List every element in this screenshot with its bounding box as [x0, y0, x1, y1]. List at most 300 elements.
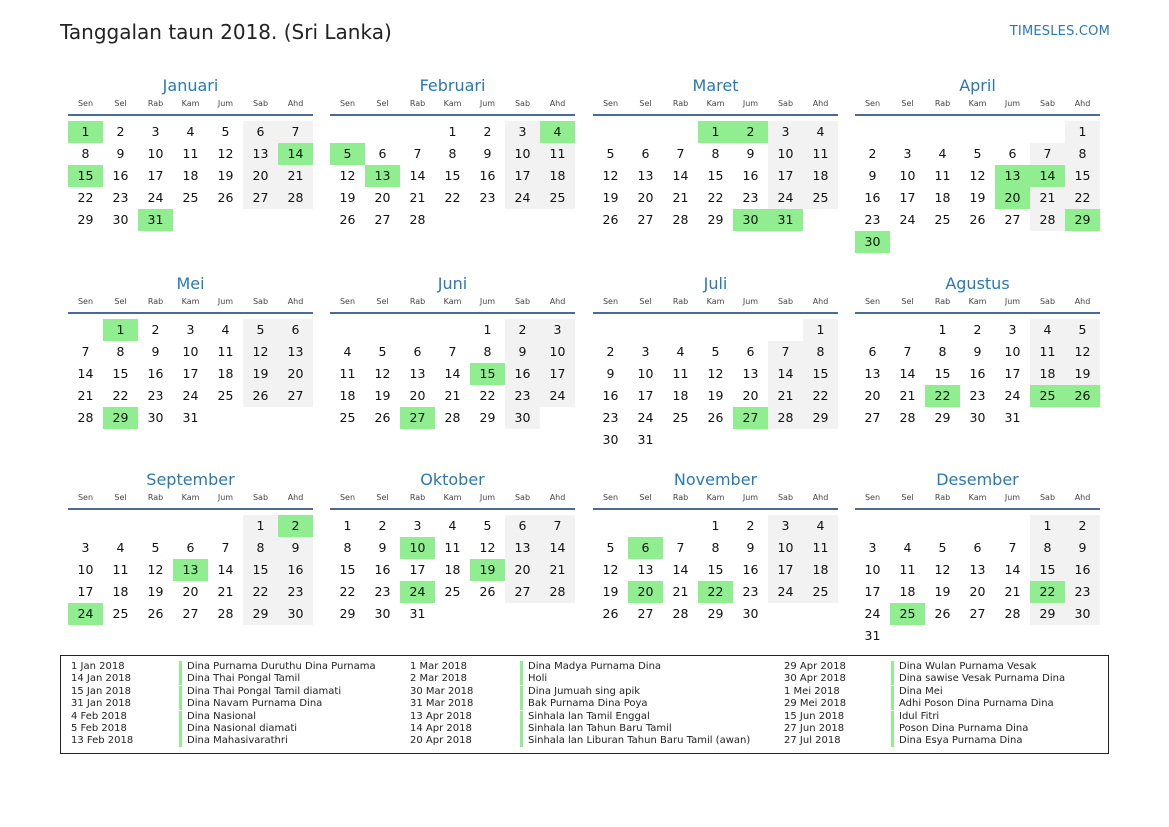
- holiday-day-cell: 29: [103, 407, 138, 429]
- day-cell: 14: [899, 366, 916, 381]
- weekday-label: Jum: [479, 493, 496, 502]
- day-cell: 22: [1065, 187, 1100, 209]
- day-cell: 20: [182, 584, 199, 599]
- day-cell: 7: [676, 146, 685, 161]
- day-cell: 17: [768, 165, 803, 187]
- day-cell: 30: [147, 410, 164, 425]
- day-cell: 10: [637, 366, 654, 381]
- holiday-day-cell: 25: [1030, 385, 1065, 407]
- day-cell: 30: [602, 432, 619, 447]
- holiday-day-cell: 24: [68, 603, 103, 625]
- holiday-day-cell: 31: [138, 209, 173, 231]
- day-cell: 4: [221, 322, 230, 337]
- day-cell: 15: [339, 562, 356, 577]
- day-cell: 20: [864, 388, 881, 403]
- holiday-day-cell: 22: [698, 581, 733, 603]
- weekday-label: Sab: [514, 297, 531, 306]
- day-cell: 20: [969, 584, 986, 599]
- day-cell: 8: [803, 341, 838, 363]
- day-cell: 9: [378, 540, 387, 555]
- holiday-day-cell: 1: [103, 319, 138, 341]
- day-cell: 10: [864, 562, 881, 577]
- legend-date: 15 Jan 2018: [71, 685, 131, 697]
- day-cell: 25: [112, 606, 129, 621]
- month-maret: [593, 76, 838, 256]
- weekday-label: Ahd: [1074, 493, 1091, 502]
- day-cell: 13: [969, 562, 986, 577]
- day-cell: 11: [112, 562, 129, 577]
- day-cell: 25: [540, 187, 575, 209]
- day-cell: 13: [243, 143, 278, 165]
- holiday-day-cell: 10: [400, 537, 435, 559]
- legend-date: 30 Apr 2018: [784, 673, 846, 685]
- day-cell: 4: [186, 124, 195, 139]
- day-cell: 12: [147, 562, 164, 577]
- day-cell: 9: [483, 146, 492, 161]
- weekday-label: Ahd: [812, 297, 829, 306]
- day-cell: 15: [1065, 165, 1100, 187]
- day-cell: 7: [221, 540, 230, 555]
- day-cell: 14: [1004, 562, 1021, 577]
- day-cell: 17: [864, 584, 881, 599]
- weekday-label: Ahd: [287, 99, 304, 108]
- weekday-label: Sen: [339, 493, 356, 502]
- day-cell: 15: [934, 366, 951, 381]
- weekday-label: Sab: [514, 493, 531, 502]
- day-cell: 12: [934, 562, 951, 577]
- day-cell: 25: [339, 410, 356, 425]
- legend-holiday-name: Bak Purnama Dina Poya: [520, 698, 648, 710]
- day-cell: 16: [278, 559, 313, 581]
- day-cell: 9: [116, 146, 125, 161]
- day-cell: 27: [505, 581, 540, 603]
- weekday-label: Sel: [114, 297, 127, 306]
- month-divider: [330, 114, 575, 116]
- day-cell: 22: [339, 584, 356, 599]
- day-cell: 19: [374, 388, 391, 403]
- weekday-label: Jum: [217, 99, 234, 108]
- month-januari: [68, 76, 313, 256]
- day-cell: 2: [868, 146, 877, 161]
- day-cell: 22: [803, 385, 838, 407]
- legend-holiday-name: Sinhala lan Tahun Baru Tamil: [520, 723, 672, 735]
- day-cell: 24: [864, 606, 881, 621]
- legend-holiday-name: Dina Nasional diamati: [179, 723, 297, 735]
- day-cell: 23: [374, 584, 391, 599]
- holiday-day-cell: 6: [628, 537, 663, 559]
- legend-date: 20 Apr 2018: [410, 735, 472, 747]
- day-cell: 4: [1030, 319, 1065, 341]
- day-cell: 21: [77, 388, 94, 403]
- day-cell: 19: [707, 388, 724, 403]
- day-cell: 29: [803, 407, 838, 429]
- month-name: Desember: [936, 470, 1019, 489]
- weekday-label: Kam: [443, 297, 462, 306]
- weekday-label: Sen: [602, 493, 619, 502]
- day-cell: 9: [746, 146, 755, 161]
- day-cell: 7: [81, 344, 90, 359]
- day-cell: 10: [1004, 344, 1021, 359]
- day-cell: 23: [602, 410, 619, 425]
- holiday-day-cell: 20: [995, 187, 1030, 209]
- day-cell: 28: [1004, 606, 1021, 621]
- day-cell: 23: [479, 190, 496, 205]
- day-cell: 22: [112, 388, 129, 403]
- day-cell: 8: [711, 540, 720, 555]
- day-cell: 4: [938, 146, 947, 161]
- weekday-label: Jum: [479, 99, 496, 108]
- day-cell: 24: [768, 187, 803, 209]
- day-cell: 18: [540, 165, 575, 187]
- day-cell: 28: [899, 410, 916, 425]
- holiday-day-cell: 24: [400, 581, 435, 603]
- month-divider: [855, 508, 1100, 510]
- day-cell: 19: [1065, 363, 1100, 385]
- month-name: Mei: [176, 274, 205, 293]
- day-cell: 25: [672, 410, 689, 425]
- day-cell: 14: [444, 366, 461, 381]
- day-cell: 28: [672, 606, 689, 621]
- day-cell: 2: [151, 322, 160, 337]
- day-cell: 28: [672, 212, 689, 227]
- legend-holiday-name: Adhi Poson Dina Purnama Dina: [891, 698, 1054, 710]
- holiday-day-cell: 29: [1065, 209, 1100, 231]
- day-cell: 5: [1065, 319, 1100, 341]
- day-cell: 18: [339, 388, 356, 403]
- month-name: Agustus: [945, 274, 1010, 293]
- day-cell: 3: [186, 322, 195, 337]
- day-cell: 16: [147, 366, 164, 381]
- day-cell: 5: [221, 124, 230, 139]
- day-cell: 26: [217, 190, 234, 205]
- holiday-day-cell: 25: [890, 603, 925, 625]
- weekday-label: Rab: [672, 297, 689, 306]
- day-cell: 7: [1008, 540, 1017, 555]
- day-cell: 20: [243, 165, 278, 187]
- day-cell: 1: [448, 124, 457, 139]
- day-cell: 3: [641, 344, 650, 359]
- legend-holiday-name: Dina Thai Pongal Tamil: [179, 673, 300, 685]
- day-cell: 19: [969, 190, 986, 205]
- day-cell: 26: [339, 212, 356, 227]
- day-cell: 1: [938, 322, 947, 337]
- day-cell: 2: [746, 518, 755, 533]
- day-cell: 7: [448, 344, 457, 359]
- day-cell: 13: [278, 341, 313, 363]
- day-cell: 18: [112, 584, 129, 599]
- holiday-legend: [60, 655, 1109, 754]
- month-desember: [855, 470, 1100, 650]
- month-oktober: [330, 470, 575, 650]
- weekday-label: Ahd: [1074, 297, 1091, 306]
- day-cell: 20: [505, 559, 540, 581]
- day-cell: 9: [1065, 537, 1100, 559]
- holiday-day-cell: 22: [925, 385, 960, 407]
- day-cell: 11: [899, 562, 916, 577]
- weekday-label: Sen: [864, 493, 881, 502]
- month-divider: [68, 114, 313, 116]
- day-cell: 23: [278, 581, 313, 603]
- day-cell: 8: [448, 146, 457, 161]
- month-name: Maret: [692, 76, 739, 95]
- day-cell: 28: [278, 187, 313, 209]
- day-cell: 21: [1004, 584, 1021, 599]
- weekday-label: Sab: [252, 297, 269, 306]
- day-cell: 24: [1004, 388, 1021, 403]
- day-cell: 26: [374, 410, 391, 425]
- month-divider: [593, 312, 838, 314]
- day-cell: 16: [864, 190, 881, 205]
- day-cell: 31: [864, 628, 881, 643]
- weekday-label: Rab: [934, 297, 951, 306]
- day-cell: 4: [343, 344, 352, 359]
- legend-date: 15 Jun 2018: [784, 710, 845, 722]
- day-cell: 6: [868, 344, 877, 359]
- day-cell: 8: [1030, 537, 1065, 559]
- legend-date: 13 Apr 2018: [410, 710, 472, 722]
- weekday-label: Kam: [968, 99, 987, 108]
- weekday-label: Jum: [217, 297, 234, 306]
- weekday-label: Sel: [901, 493, 914, 502]
- month-name: November: [673, 470, 758, 489]
- holiday-day-cell: 2: [278, 515, 313, 537]
- legend-date: 13 Feb 2018: [71, 735, 134, 747]
- day-cell: 11: [444, 540, 461, 555]
- day-cell: 3: [505, 121, 540, 143]
- holiday-day-cell: 5: [330, 143, 365, 165]
- month-name: Oktober: [420, 470, 485, 489]
- weekday-label: Rab: [934, 493, 951, 502]
- day-cell: 28: [444, 410, 461, 425]
- day-cell: 3: [540, 319, 575, 341]
- legend-date: 31 Mar 2018: [410, 698, 474, 710]
- weekday-label: Ahd: [549, 297, 566, 306]
- day-cell: 23: [1065, 581, 1100, 603]
- holiday-day-cell: 14: [278, 143, 313, 165]
- day-cell: 26: [243, 385, 278, 407]
- day-cell: 12: [243, 341, 278, 363]
- legend-holiday-name: Dina Mei: [891, 686, 943, 698]
- day-cell: 5: [973, 146, 982, 161]
- day-cell: 8: [711, 146, 720, 161]
- day-cell: 8: [116, 344, 125, 359]
- day-cell: 12: [1065, 341, 1100, 363]
- weekday-label: Sen: [339, 297, 356, 306]
- day-cell: 15: [707, 168, 724, 183]
- day-cell: 9: [151, 344, 160, 359]
- day-cell: 3: [768, 121, 803, 143]
- day-cell: 15: [803, 363, 838, 385]
- legend-holiday-name: Dina Mahasivarathri: [179, 735, 288, 747]
- day-cell: 22: [444, 190, 461, 205]
- day-cell: 23: [969, 388, 986, 403]
- day-cell: 7: [768, 341, 803, 363]
- holiday-day-cell: 31: [768, 209, 803, 231]
- day-cell: 29: [243, 603, 278, 625]
- day-cell: 6: [505, 515, 540, 537]
- legend-holiday-name: Dina Nasional: [179, 711, 256, 723]
- day-cell: 4: [676, 344, 685, 359]
- day-cell: 26: [969, 212, 986, 227]
- day-cell: 6: [746, 344, 755, 359]
- day-cell: 8: [938, 344, 947, 359]
- day-cell: 17: [77, 584, 94, 599]
- month-februari: [330, 76, 575, 256]
- weekday-label: Jum: [217, 493, 234, 502]
- month-juli: [593, 274, 838, 454]
- day-cell: 21: [540, 559, 575, 581]
- day-cell: 20: [374, 190, 391, 205]
- day-cell: 12: [602, 562, 619, 577]
- day-cell: 30: [1065, 603, 1100, 625]
- day-cell: 20: [278, 363, 313, 385]
- day-cell: 21: [409, 190, 426, 205]
- day-cell: 15: [112, 366, 129, 381]
- holiday-day-cell: 15: [470, 363, 505, 385]
- day-cell: 30: [969, 410, 986, 425]
- day-cell: 24: [768, 581, 803, 603]
- day-cell: 17: [540, 363, 575, 385]
- day-cell: 2: [505, 319, 540, 341]
- weekday-label: Sab: [252, 99, 269, 108]
- day-cell: 18: [1030, 363, 1065, 385]
- day-cell: 18: [934, 190, 951, 205]
- weekday-label: Jum: [742, 493, 759, 502]
- weekday-label: Sel: [901, 99, 914, 108]
- day-cell: 31: [1004, 410, 1021, 425]
- day-cell: 25: [444, 584, 461, 599]
- weekday-label: Kam: [968, 493, 987, 502]
- month-name: September: [146, 470, 235, 489]
- day-cell: 1: [243, 515, 278, 537]
- weekday-label: Rab: [672, 493, 689, 502]
- day-cell: 22: [243, 581, 278, 603]
- weekday-label: Jum: [742, 297, 759, 306]
- day-cell: 12: [602, 168, 619, 183]
- day-cell: 26: [147, 606, 164, 621]
- day-cell: 29: [1030, 603, 1065, 625]
- month-name: April: [959, 76, 996, 95]
- month-divider: [68, 508, 313, 510]
- day-cell: 9: [973, 344, 982, 359]
- day-cell: 19: [339, 190, 356, 205]
- weekday-label: Kam: [706, 493, 725, 502]
- day-cell: 4: [903, 540, 912, 555]
- day-cell: 8: [1065, 143, 1100, 165]
- day-cell: 27: [637, 606, 654, 621]
- legend-holiday-name: Sinhala lan Tamil Enggal: [520, 711, 650, 723]
- day-cell: 9: [606, 366, 615, 381]
- day-cell: 26: [479, 584, 496, 599]
- holiday-day-cell: 20: [628, 581, 663, 603]
- day-cell: 27: [1004, 212, 1021, 227]
- weekday-label: Rab: [147, 99, 164, 108]
- holiday-day-cell: 13: [173, 559, 208, 581]
- day-cell: 2: [378, 518, 387, 533]
- day-cell: 17: [768, 559, 803, 581]
- weekday-label: Sel: [639, 99, 652, 108]
- day-cell: 21: [278, 165, 313, 187]
- weekday-label: Sel: [376, 99, 389, 108]
- day-cell: 6: [186, 540, 195, 555]
- day-cell: 10: [540, 341, 575, 363]
- month-name: Februari: [419, 76, 486, 95]
- day-cell: 24: [540, 385, 575, 407]
- month-divider: [855, 114, 1100, 116]
- day-cell: 19: [602, 584, 619, 599]
- weekday-label: Sab: [1039, 297, 1056, 306]
- day-cell: 16: [505, 363, 540, 385]
- day-cell: 3: [768, 515, 803, 537]
- weekday-label: Rab: [147, 297, 164, 306]
- day-cell: 14: [672, 168, 689, 183]
- legend-date: 14 Apr 2018: [410, 723, 472, 734]
- day-cell: 26: [602, 212, 619, 227]
- day-cell: 11: [1030, 341, 1065, 363]
- legend-date: 27 Jun 2018: [784, 723, 845, 734]
- day-cell: 27: [374, 212, 391, 227]
- legend-holiday-name: Dina Purnama Duruthu Dina Purnama: [179, 661, 376, 673]
- day-cell: 13: [637, 168, 654, 183]
- weekday-label: Rab: [934, 99, 951, 108]
- holiday-day-cell: 4: [540, 121, 575, 143]
- day-cell: 25: [803, 581, 838, 603]
- day-cell: 9: [746, 540, 755, 555]
- legend-date: 31 Jan 2018: [71, 698, 131, 710]
- day-cell: 30: [742, 606, 759, 621]
- page-title: Tanggalan taun 2018. (Sri Lanka): [60, 20, 392, 44]
- holiday-day-cell: 1: [68, 121, 103, 143]
- day-cell: 6: [973, 540, 982, 555]
- legend-date: 29 Mei 2018: [784, 698, 847, 710]
- weekday-label: Sel: [376, 297, 389, 306]
- weekday-label: Sel: [376, 493, 389, 502]
- day-cell: 30: [505, 407, 540, 429]
- day-cell: 28: [217, 606, 234, 621]
- brand-link[interactable]: TIMESLES.COM: [1009, 24, 1110, 39]
- holiday-day-cell: 27: [400, 407, 435, 429]
- legend-holiday-name: Holi: [520, 673, 547, 685]
- day-cell: 5: [378, 344, 387, 359]
- day-cell: 21: [217, 584, 234, 599]
- day-cell: 5: [606, 540, 615, 555]
- day-cell: 3: [1008, 322, 1017, 337]
- weekday-label: Rab: [409, 99, 426, 108]
- month-divider: [855, 312, 1100, 314]
- day-cell: 21: [672, 584, 689, 599]
- day-cell: 5: [711, 344, 720, 359]
- day-cell: 13: [409, 366, 426, 381]
- day-cell: 16: [742, 168, 759, 183]
- day-cell: 3: [413, 518, 422, 533]
- day-cell: 1: [343, 518, 352, 533]
- day-cell: 13: [505, 537, 540, 559]
- holiday-day-cell: 27: [733, 407, 768, 429]
- day-cell: 17: [505, 165, 540, 187]
- weekday-label: Sel: [639, 297, 652, 306]
- day-cell: 20: [637, 190, 654, 205]
- weekday-label: Sab: [777, 493, 794, 502]
- day-cell: 4: [803, 121, 838, 143]
- day-cell: 27: [243, 187, 278, 209]
- day-cell: 9: [505, 341, 540, 363]
- day-cell: 10: [768, 537, 803, 559]
- weekday-label: Sen: [77, 493, 94, 502]
- weekday-label: Sab: [1039, 493, 1056, 502]
- day-cell: 7: [278, 121, 313, 143]
- weekday-label: Kam: [181, 99, 200, 108]
- day-cell: 23: [864, 212, 881, 227]
